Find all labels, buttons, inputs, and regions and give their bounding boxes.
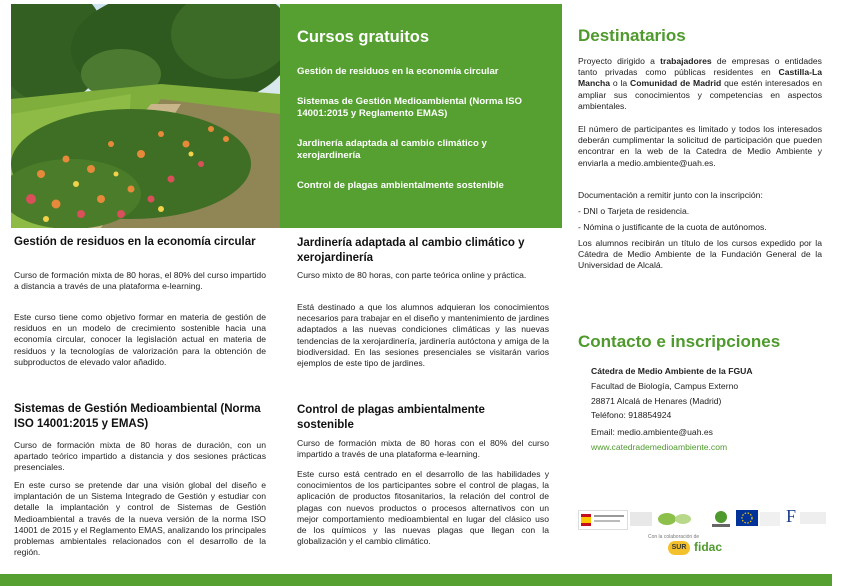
course-sgma-intro: Curso de formación mixta de 80 horas de duración, con un apartado teórico impartido a distancia y dos sesiones prácticas presenciales. — [14, 440, 266, 473]
empleaverde-logo — [710, 510, 732, 528]
empleaverde-icon — [710, 510, 732, 528]
ministerio-logo — [630, 512, 652, 526]
course-title-jardineria: Jardinería adaptada al cambio climático y xerojardinería — [297, 237, 525, 264]
fundacion-text-logo — [800, 512, 826, 524]
garden-image — [11, 4, 280, 228]
gobierno-espana-logo — [578, 510, 628, 530]
course-residuos-intro: Curso de formación mixta de 80 horas, el 80% del curso impartido a distancia a través de una plataforma e-learning. — [14, 270, 266, 292]
eu-stars-icon — [736, 510, 758, 526]
course-residuos-desc: Este curso tiene como objetivo formar en materia de gestión de residuos en un modelo de crecimiento sostenible hacia una economía circular, conocer la legislación actual en materia de residuos y la tecnologías de valorización para la obtención de subproductos de elevado valor añadido. — [14, 312, 266, 367]
leaf-icon — [655, 510, 695, 528]
footer-bar — [0, 574, 832, 586]
garden-photo — [11, 4, 280, 228]
course-plagas-desc: Este curso está centrado en el desarrollo de las habilidades y conocimientos de los participantes sobre el control de plagas, la aplicación de productos fitosanitarios, la relación del control de plagas con nuevos productos o procesos alternativos con un mejor comportamiento medioambiental en lugar del clásico uso de los químicos y las nuevas plagas que llegan con la globalización y el cambio climático. — [297, 469, 549, 547]
course-jardineria-desc: Está destinado a que los alumnos adquieran los conocimientos necesarios para trabajar en el diseño y mantenimiento de jardines adaptados a las nuevas condiciones climáticas y las nuevas tendencias de la xerojardinería, jardinería autóctona y amiga de la biodiversidad. En las sesiones presenciales se visitarán varios ejemplos de este tipo de jardines. — [297, 302, 549, 369]
contacto-org: Cátedra de Medio Ambiente de la FGUA — [591, 366, 753, 376]
course-jardineria-intro: Curso mixto de 80 horas, con parte teórica online y práctica. — [297, 270, 527, 280]
hero-item-jardineria: Jardinería adaptada al cambio climático y xerojardinería — [297, 138, 487, 161]
course-title-residuos: Gestión de residuos en la economía circular — [14, 236, 256, 248]
sur-logo: SUR — [668, 541, 690, 555]
contacto-city: 28871 Alcalá de Henares (Madrid) — [591, 396, 722, 406]
eu-flag-icon — [736, 510, 758, 526]
contacto-phone: Teléfono: 918854924 — [591, 410, 672, 420]
course-title-sgma: Sistemas de Gestión Medioambiental (Norma ISO 14001:2015 y EMAS) — [14, 403, 261, 430]
collab-label: Con la colaboración de — [648, 534, 700, 540]
hero-item-sgma: Sistemas de Gestión Medioambiental (Norma ISO 14001:2015 y Reglamento EMAS) — [297, 96, 522, 119]
course-title-plagas: Control de plagas ambientalmente sostenible — [297, 404, 485, 431]
course-plagas-intro: Curso de formación mixta de 80 horas con el 80% del curso impartido a través de una plataforma e-learning. — [297, 438, 549, 460]
hero-panel — [280, 4, 562, 228]
destinatarios-solicitud: El número de participantes es limitado y todos los interesados deberán cumplimentar la solicitud de participación que pueden encontrar en la web de la Catedra de Medio Ambiente y enviarla a medio.ambiente@uah.es. — [578, 124, 822, 168]
contacto-title: Contacto e inscripciones — [578, 332, 781, 351]
fidac-logo: fidac — [694, 540, 723, 554]
destinatarios-title: Destinatarios — [578, 26, 686, 45]
documentacion-item-dni: - DNI o Tarjeta de residencia. — [578, 206, 690, 216]
documentacion-item-nomina: - Nómina o justificante de la cuota de autónomos. — [578, 222, 767, 232]
hero-item-plagas: Control de plagas ambientalmente sostenible — [297, 180, 504, 191]
hero-title: Cursos gratuitos — [297, 28, 430, 46]
destinatarios-titulo: Los alumnos recibirán un título de los cursos expedido por la Cátedra de Medio Ambiente de la Fundación General de la Universidad de Alcalá. — [578, 238, 822, 271]
contacto-address: Facultad de Biología, Campus Externo — [591, 381, 739, 391]
destinatarios-intro: Proyecto dirigido a trabajadores de empresas o entidades tanto privadas como públicas residentes en Castilla-La Mancha o la Comunidad de Madrid que estén interesados en ampliar sus conocimientos y competencias en aspectos ambientales. — [578, 56, 822, 111]
fse-logo — [760, 512, 780, 526]
contacto-email[interactable]: Email: medio.ambiente@uah.es — [591, 427, 713, 437]
hero-item-residuos: Gestión de residuos en la economía circular — [297, 66, 499, 77]
fundacion-general-logo: F — [786, 506, 797, 526]
documentacion-title: Documentación a remitir junto con la inscripción: — [578, 190, 763, 200]
contacto-website-link[interactable]: www.catedrademedioambiente.com — [591, 442, 728, 452]
fundacion-biodiversidad-logo — [655, 510, 695, 528]
course-sgma-desc: En este curso se pretende dar una visión global del diseño e implantación de un Sistema Integrado de Gestión y estudiar con detalle la implantación y control de Sistemas de Gestión Medioambiental a través de la nueva versión de la norma ISO 14001 de 2015 y el Reglamento EMAS, analizando los principales problemas ambientales relacionados con el desarrollo de la región. — [14, 480, 266, 558]
